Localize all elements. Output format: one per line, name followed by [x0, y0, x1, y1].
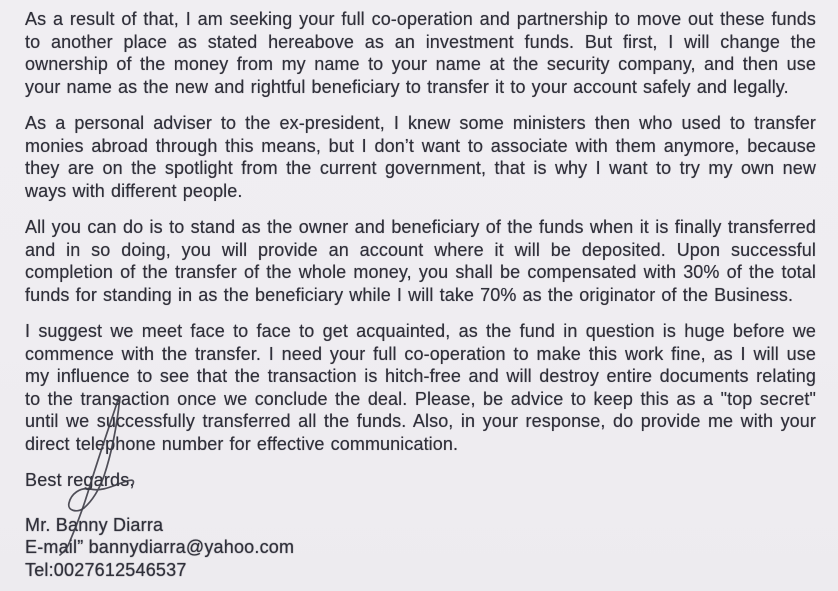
sender-email: E-mail” bannydiarra@yahoo.com	[25, 537, 295, 557]
letter-paragraph-4: I suggest we meet face to face to get acquainted, as the fund in question is huge before we commence with the transfer. I need your full co-operation to make this work fine, as I will use my influence to see that the transaction is hitch-free and will destroy entire documents relating to the transaction once we conclude the deal. Please, be advice to keep this as a "top secret" until we successfully transferred all the funds. Also, in your response, do provide me with your direct telephone number for effective communication.	[25, 321, 816, 454]
letter-paragraph-2: As a personal adviser to the ex-president, I knew some ministers then who used to transfer monies abroad through this means, but I don’t want to associate with them anymore, because they are on the spotlight from the current government, that is why I want to try my own new ways with different people.	[25, 113, 816, 201]
sender-name: Mr. Banny Diarra	[25, 514, 164, 535]
closing-line: Best regards,	[25, 470, 135, 490]
letter-paragraph-3: All you can do is to stand as the owner and beneficiary of the funds when it is finally transferred and in so doing, you will provide an account where it will be deposited. Upon successful completion of the transfer of the whole money, you shall be compensated with 30% of the total funds for standing in as the beneficiary while I will take 70% as the originator of the Business.	[25, 217, 816, 305]
letter-paragraph-1: As a result of that, I am seeking your full co-operation and partnership to move out these funds to another place as stated hereabove as an investment funds. But first, I will change the ownership of the money from my name to your name at the security company, and then use your name as the new and rightful beneficiary to transfer it to your account safely and legally.	[25, 9, 816, 97]
sender-tel: Tel:0027612546537	[25, 559, 187, 580]
sender-block	[25, 514, 816, 582]
